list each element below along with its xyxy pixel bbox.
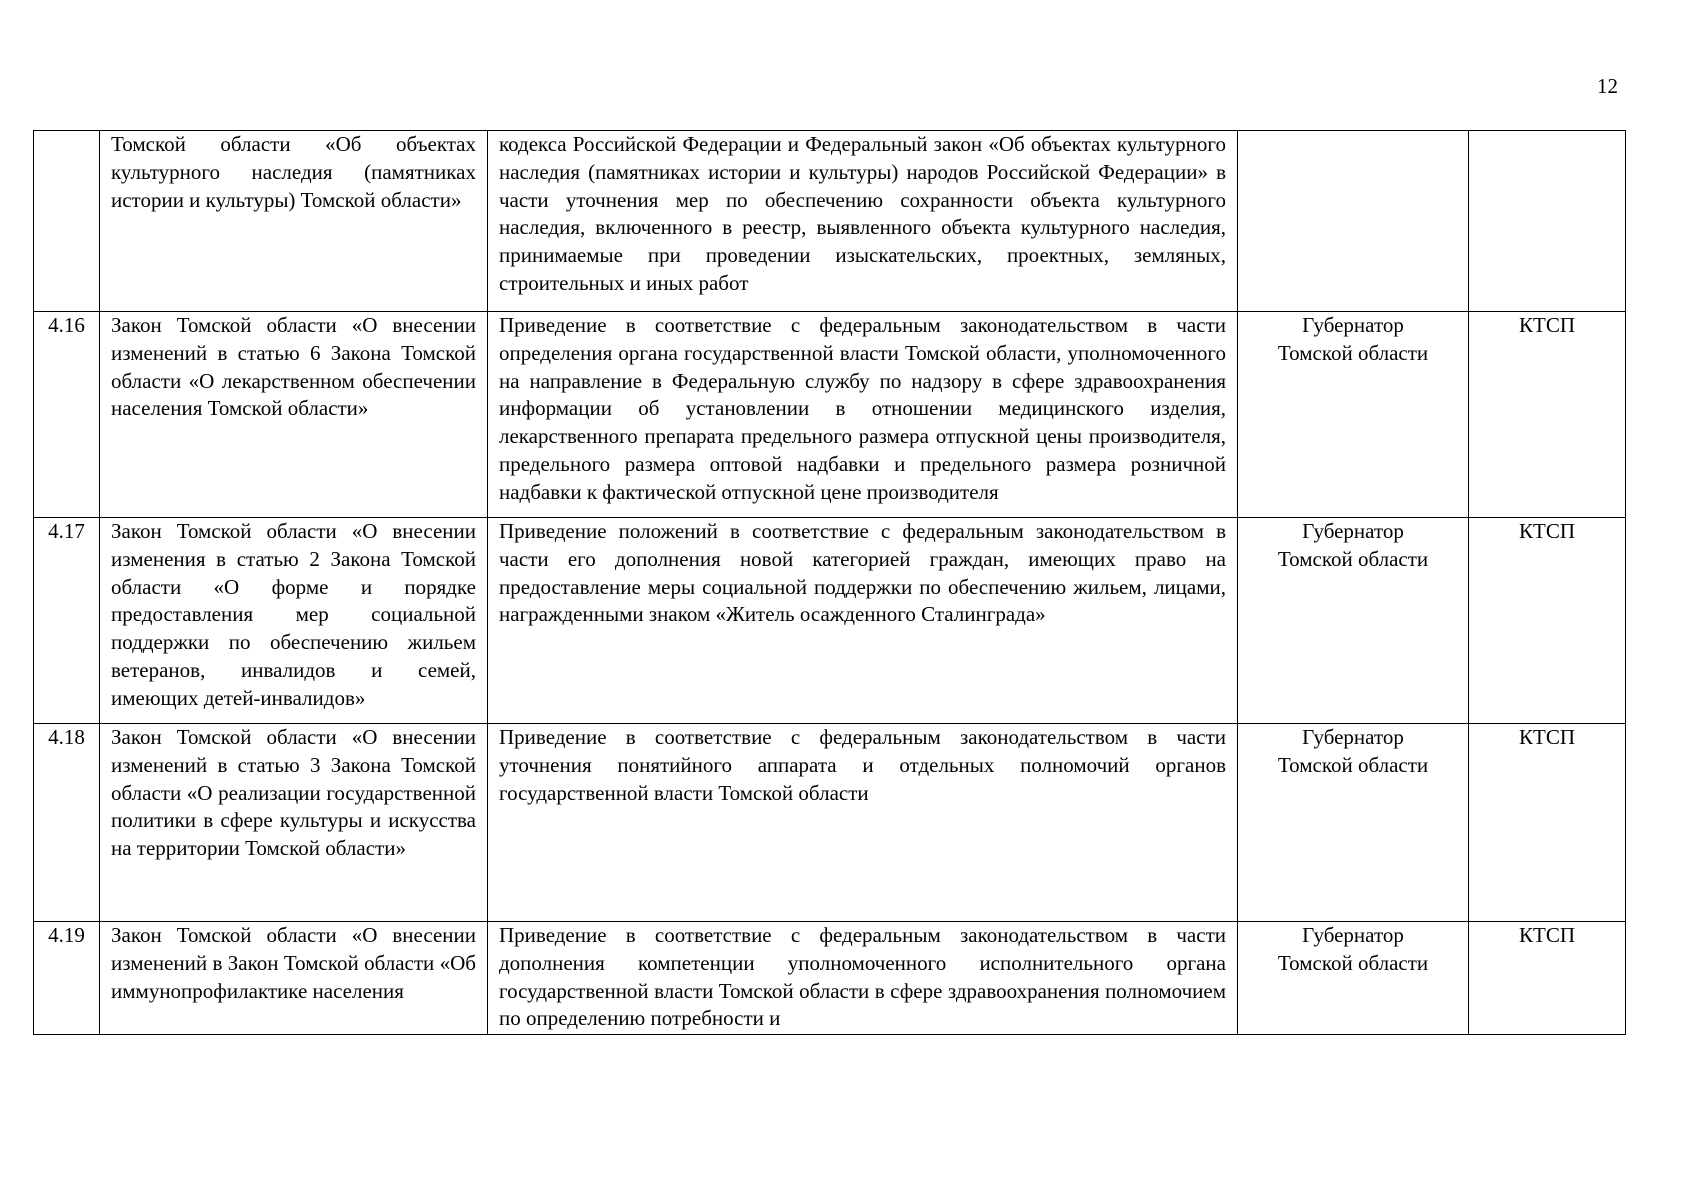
item-number: 4.19 — [34, 922, 100, 1035]
executor — [1469, 131, 1626, 312]
item-number: 4.17 — [34, 518, 100, 724]
executor: КТСП — [1469, 312, 1626, 518]
item-number: 4.16 — [34, 312, 100, 518]
law-title: Томской области «Об объектах культурного наследия (памятниках истории и культуры) Томской области» — [100, 131, 488, 312]
law-description: Приведение положений в соответствие с федеральным законодательством в части его дополнения новой категорией граждан, имеющих право на предоставление меры социальной поддержки по обеспечению жильем, лицами, награжденными знаком «Житель осажденного Сталинграда» — [488, 518, 1238, 724]
responsible-party — [1238, 312, 1469, 518]
responsible-line-2: Томской области — [1277, 950, 1429, 975]
executor: КТСП — [1469, 724, 1626, 922]
law-description: Приведение в соответствие с федеральным законодательством в части определения органа государственной власти Томской области, уполномоченного на направление в Федеральную службу по надзору в сфере здравоохранения информации об установлении в отношении медицинского изделия, лекарственного препарата предельного размера отпускной цены производителя, предельного размера оптовой надбавки и предельного размера розничной надбавки к фактической отпускной цене производителя — [488, 312, 1238, 518]
executor: КТСП — [1469, 922, 1626, 1035]
item-number: 4.18 — [34, 724, 100, 922]
table-row — [34, 922, 1626, 1035]
executor: КТСП — [1469, 518, 1626, 724]
page-number: 12 — [1597, 74, 1618, 98]
responsible-line-2: Томской области — [1277, 752, 1429, 777]
responsible-party — [1238, 518, 1469, 724]
table-row — [34, 518, 1626, 724]
table-row — [34, 312, 1626, 518]
law-description: Приведение в соответствие с федеральным законодательством в части уточнения понятийного аппарата и отдельных полномочий органов государственной власти Томской области — [488, 724, 1238, 922]
law-description: кодекса Российской Федерации и Федеральный закон «Об объектах культурного наследия (памятниках истории и культуры) народов Российской Федерации» в части уточнения мер по обеспечению сохранности объекта культурного наследия, включенного в реестр, выявленного объекта культурного наследия, принимаемые при проведении изыскательских, проектных, земляных, строительных и иных работ — [488, 131, 1238, 312]
responsible-line-1: Губернатор — [1302, 725, 1404, 749]
responsible-line-1: Губернатор — [1302, 313, 1404, 337]
responsible-party — [1238, 724, 1469, 922]
table-row — [34, 724, 1626, 922]
responsible-line-1: Губернатор — [1302, 923, 1404, 947]
responsible-line-2: Томской области — [1277, 546, 1429, 571]
table-row — [34, 131, 1626, 312]
responsible-line-1: Губернатор — [1302, 519, 1404, 543]
law-title: Закон Томской области «О внесении изменений в статью 6 Закона Томской области «О лекарственном обеспечении населения Томской области» — [100, 312, 488, 518]
responsible-line-2: Томской области — [1277, 340, 1429, 365]
law-title: Закон Томской области «О внесении изменений в Закон Томской области «Об иммунопрофилактике населения — [100, 922, 488, 1035]
item-number — [34, 131, 100, 312]
responsible-party — [1238, 922, 1469, 1035]
law-title: Закон Томской области «О внесении изменения в статью 2 Закона Томской области «О форме и порядке предоставления мер социальной поддержки по обеспечению жильем ветеранов, инвалидов и семей, имеющих детей-инвалидов» — [100, 518, 488, 724]
legislation-plan-table — [33, 130, 1626, 1035]
law-title: Закон Томской области «О внесении изменений в статью 3 Закона Томской области «О реализации государственной политики в сфере культуры и искусства на территории Томской области» — [100, 724, 488, 922]
responsible-party — [1238, 131, 1469, 312]
law-description: Приведение в соответствие с федеральным законодательством в части дополнения компетенции уполномоченного исполнительного органа государственной власти Томской области в сфере здравоохранения полномочием по определению потребности и — [488, 922, 1238, 1035]
